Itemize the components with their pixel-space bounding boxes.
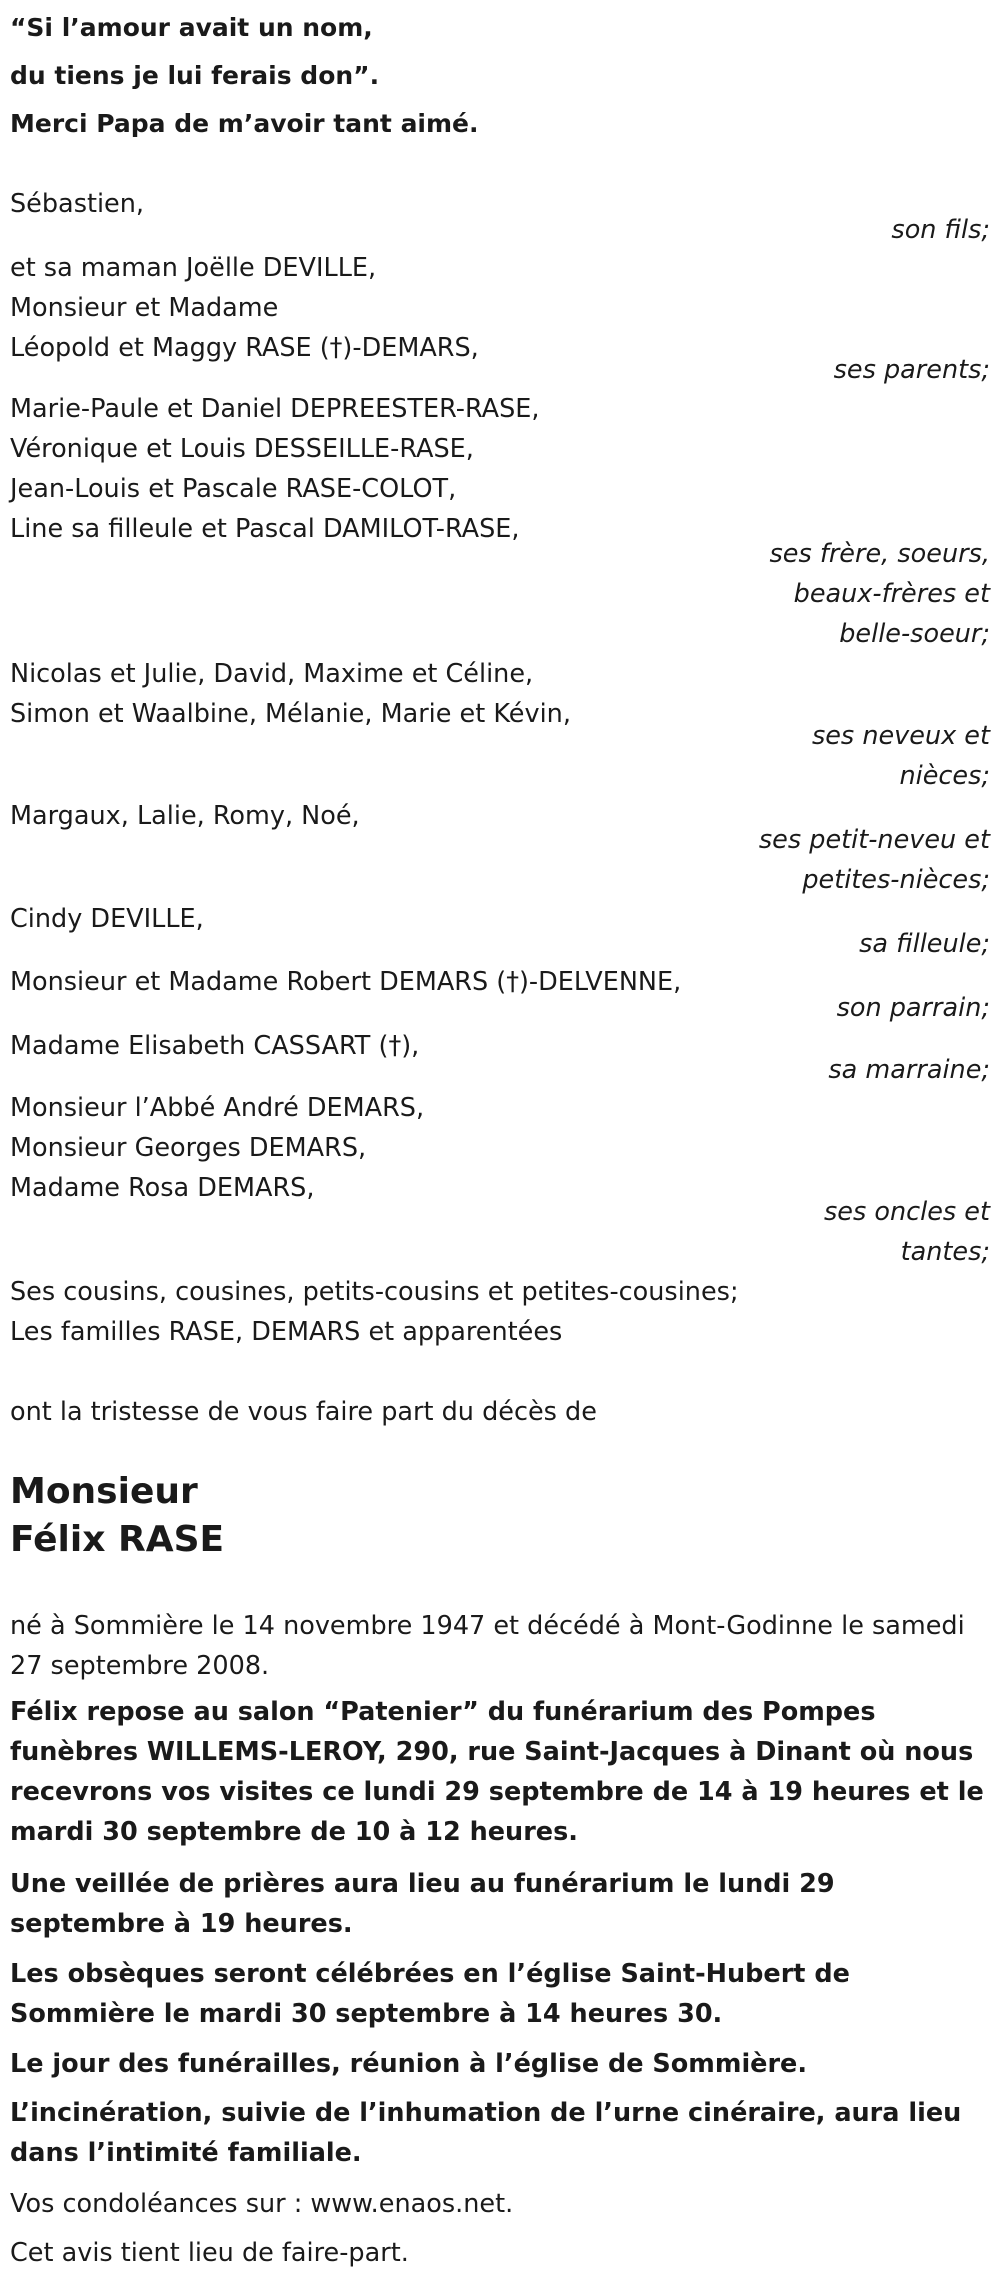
family-name-line: Madame Rosa DEMARS, [10, 1173, 315, 1203]
deceased-name [10, 1468, 224, 1564]
relation-line: sa filleule; [859, 929, 990, 959]
announcement-text: ont la tristesse de vous faire part du décès de [10, 1397, 597, 1427]
relation-line: belle-soeur; [839, 619, 990, 649]
relation-line: ses frère, soeurs, [769, 539, 990, 569]
family-name-line: Léopold et Maggy RASE (†)-DEMARS, [10, 333, 479, 363]
relation-line: ses parents; [833, 355, 990, 385]
relation-line: son parrain; [836, 993, 990, 1023]
relation-line: ses neveux et [811, 721, 990, 751]
relation-nephews [812, 716, 990, 796]
relation-line: son fils; [891, 215, 990, 245]
epigraph-line: du tiens je lui ferais don”. [10, 61, 380, 90]
family-name-line: Monsieur l’Abbé André DEMARS, [10, 1093, 425, 1123]
relation-parents [834, 350, 990, 390]
relation-godmother [828, 1050, 990, 1090]
family-name-line: et sa maman Joëlle DEVILLE, [10, 253, 377, 283]
relation-line: sa marraine; [828, 1055, 990, 1085]
meeting-paragraph: Le jour des funérailles, réunion à l’église de Sommière. [10, 2049, 808, 2079]
family-name-line: Madame Elisabeth CASSART (†), [10, 1031, 420, 1061]
deceased-title: Monsieur [10, 1471, 198, 1512]
epigraph [10, 4, 479, 148]
family-name-line: Sébastien, [10, 189, 145, 219]
family-names-uncles [10, 1088, 424, 1208]
family-names-siblings [10, 389, 540, 549]
relation-line: beaux-frères et [793, 579, 990, 609]
epigraph-line: “Si l’amour avait un nom, [10, 13, 373, 42]
family-names-godmother [10, 1026, 419, 1066]
relation-line: ses oncles et [824, 1197, 990, 1227]
family-names-goddaughter [10, 899, 204, 939]
family-names-nephews [10, 654, 571, 734]
relation-goddaughter [859, 924, 990, 964]
epigraph-line: Merci Papa de m’avoir tant aimé. [10, 109, 479, 138]
relation-son [891, 210, 990, 250]
family-names-godfather [10, 962, 681, 1002]
vigil-paragraph: Une veillée de prières aura lieu au funérarium le lundi 29 septembre à 19 heures. [10, 1869, 835, 1939]
family-name-line: Nicolas et Julie, David, Maxime et Céline, [10, 659, 534, 689]
family-name-line: Monsieur et Madame [10, 293, 279, 323]
family-name-line: Véronique et Louis DESSEILLE-RASE, [10, 434, 474, 464]
family-name-line: Monsieur et Madame Robert DEMARS (†)-DELVENNE, [10, 967, 682, 997]
cremation-paragraph: L’incinération, suivie de l’inhumation de l’urne cinéraire, aura lieu dans l’intimité familiale. [10, 2098, 962, 2168]
family-name-line: Cindy DEVILLE, [10, 904, 204, 934]
relation-line: ses petit-neveu et [758, 825, 990, 855]
family-name-line: Margaux, Lalie, Romy, Noé, [10, 801, 360, 831]
extended-family [10, 1272, 739, 1352]
relation-siblings [769, 534, 990, 654]
family-name-line: Simon et Waalbine, Mélanie, Marie et Kévin, [10, 699, 571, 729]
relation-uncles [824, 1192, 990, 1272]
relation-line: nièces; [899, 761, 990, 791]
condolences-paragraph: Vos condoléances sur : www.enaos.net. [10, 2189, 514, 2219]
family-name-line: Marie-Paule et Daniel DEPREESTER-RASE, [10, 394, 540, 424]
relation-line: tantes; [900, 1237, 990, 1267]
notice-paragraph: Cet avis tient lieu de faire-part. [10, 2238, 409, 2268]
family-name-line: Monsieur Georges DEMARS, [10, 1133, 367, 1163]
visitation-paragraph: Félix repose au salon “Patenier” du funérarium des Pompes funèbres WILLEMS-LEROY, 290, rue Saint-Jacques à Dinant où nous recevrons vos visites ce lundi 29 septembre de 14 à 19 heures et le mardi 30 septembre de 10 à 12 heures. [10, 1697, 984, 1847]
family-name-line: Jean-Louis et Pascale RASE-COLOT, [10, 474, 457, 504]
family-names-parents [10, 248, 479, 368]
deceased-fullname: Félix RASE [10, 1519, 225, 1560]
birth-death-paragraph: né à Sommière le 14 novembre 1947 et décédé à Mont-Godinne le samedi 27 septembre 2008. [10, 1611, 965, 1681]
family-names-son [10, 184, 144, 224]
extended-family-line: Ses cousins, cousines, petits-cousins et petites-cousines; [10, 1277, 739, 1307]
relation-godfather [837, 988, 990, 1028]
funeral-paragraph: Les obsèques seront célébrées en l’église Saint-Hubert de Sommière le mardi 30 septembre à 14 heures 30. [10, 1959, 850, 2029]
relation-grandnephews [759, 820, 990, 900]
extended-family-line: Les familles RASE, DEMARS et apparentées [10, 1317, 563, 1347]
announcement [10, 1392, 597, 1432]
relation-line: petites-nièces; [802, 865, 990, 895]
family-name-line: Line sa filleule et Pascal DAMILOT-RASE, [10, 514, 520, 544]
family-names-grandnephews [10, 796, 360, 836]
